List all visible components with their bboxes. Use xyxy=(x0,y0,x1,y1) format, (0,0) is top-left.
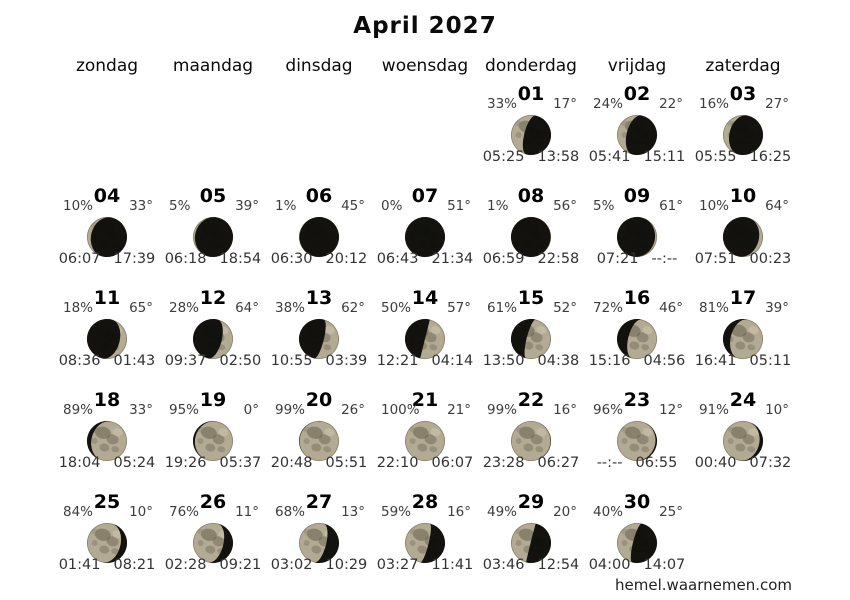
moon-times xyxy=(266,251,372,267)
moonset-time: 15:11 xyxy=(643,149,686,165)
moonrise-time: 06:18 xyxy=(164,251,207,267)
moon-altitude: 45° xyxy=(341,198,365,214)
moon-times xyxy=(160,455,266,471)
moonset-time: 12:54 xyxy=(537,557,580,573)
day-cell-13 xyxy=(266,287,372,393)
moonset-time: 22:58 xyxy=(537,251,580,267)
moonset-time: 04:14 xyxy=(431,353,474,369)
moonrise-time: 05:25 xyxy=(482,149,525,165)
moon-altitude: 12° xyxy=(659,402,683,418)
moon-altitude: 17° xyxy=(553,96,577,112)
day-number: 21 xyxy=(411,389,439,411)
moon-altitude: 39° xyxy=(765,300,789,316)
day-number: 30 xyxy=(623,491,651,513)
moon-altitude: 20° xyxy=(553,504,577,520)
illumination-percent: 68% xyxy=(275,504,306,520)
moonset-time: 05:11 xyxy=(749,353,792,369)
moon-times xyxy=(266,455,372,471)
moon-times xyxy=(372,251,478,267)
day-cell-10 xyxy=(690,185,796,291)
moon-times xyxy=(584,455,690,471)
moon-altitude: 57° xyxy=(447,300,471,316)
moon-times xyxy=(478,149,584,165)
day-number: 12 xyxy=(199,287,227,309)
illumination-percent: 89% xyxy=(63,402,94,418)
day-cell-04 xyxy=(54,185,160,291)
illumination-percent: 50% xyxy=(381,300,412,316)
moonset-time: 20:12 xyxy=(325,251,368,267)
moon-times xyxy=(584,353,690,369)
day-cell-24 xyxy=(690,389,796,495)
day-cell-29 xyxy=(478,491,584,597)
moon-altitude: 33° xyxy=(129,198,153,214)
calendar-grid xyxy=(54,83,796,597)
day-cell-20 xyxy=(266,389,372,495)
illumination-percent: 96% xyxy=(593,402,624,418)
moon-times xyxy=(266,557,372,573)
illumination-percent: 49% xyxy=(487,504,518,520)
moonrise-time: 03:46 xyxy=(482,557,525,573)
moon-times xyxy=(478,455,584,471)
moonrise-time: 06:07 xyxy=(58,251,101,267)
day-number: 27 xyxy=(305,491,333,513)
weekday-label-maandag: maandag xyxy=(172,56,254,76)
moon-times xyxy=(266,353,372,369)
illumination-percent: 61% xyxy=(487,300,518,316)
moonrise-time: 03:27 xyxy=(376,557,419,573)
day-number: 13 xyxy=(305,287,333,309)
moonrise-time: --:-- xyxy=(596,455,623,471)
moonset-time: 06:27 xyxy=(537,455,580,471)
day-cell-01 xyxy=(478,83,584,189)
day-number: 23 xyxy=(623,389,651,411)
moonrise-time: 07:51 xyxy=(694,251,737,267)
moonset-time: 16:25 xyxy=(749,149,792,165)
moon-times xyxy=(690,353,796,369)
day-number: 09 xyxy=(623,185,651,207)
moonrise-time: 03:02 xyxy=(270,557,313,573)
moonrise-time: 07:21 xyxy=(596,251,639,267)
moon-times xyxy=(372,557,478,573)
day-cell-23 xyxy=(584,389,690,495)
day-number: 18 xyxy=(93,389,121,411)
weekday-label-dinsdag: dinsdag xyxy=(285,56,353,76)
illumination-percent: 91% xyxy=(699,402,730,418)
illumination-percent: 99% xyxy=(275,402,306,418)
moonset-time: 08:21 xyxy=(113,557,156,573)
moonset-time: 04:56 xyxy=(643,353,686,369)
day-number: 10 xyxy=(729,185,757,207)
day-number: 07 xyxy=(411,185,439,207)
moonrise-time: 20:48 xyxy=(270,455,313,471)
illumination-percent: 72% xyxy=(593,300,624,316)
day-cell-15 xyxy=(478,287,584,393)
day-number: 24 xyxy=(729,389,757,411)
moonset-time: 18:54 xyxy=(219,251,262,267)
illumination-percent: 40% xyxy=(593,504,624,520)
moon-altitude: 27° xyxy=(765,96,789,112)
moon-altitude: 61° xyxy=(659,198,683,214)
day-cell-11 xyxy=(54,287,160,393)
moonrise-time: 15:16 xyxy=(588,353,631,369)
day-cell-08 xyxy=(478,185,584,291)
moonset-time: 00:23 xyxy=(749,251,792,267)
moon-altitude: 21° xyxy=(447,402,471,418)
day-cell-28 xyxy=(372,491,478,597)
moon-altitude: 10° xyxy=(129,504,153,520)
moonset-time: 03:39 xyxy=(325,353,368,369)
moon-times xyxy=(690,455,796,471)
illumination-percent: 10% xyxy=(699,198,730,214)
moonrise-time: 04:00 xyxy=(588,557,631,573)
moonrise-time: 05:41 xyxy=(588,149,631,165)
day-number: 06 xyxy=(305,185,333,207)
day-cell-21 xyxy=(372,389,478,495)
moon-altitude: 56° xyxy=(553,198,577,214)
illumination-percent: 81% xyxy=(699,300,730,316)
day-number: 01 xyxy=(517,83,545,105)
day-number: 29 xyxy=(517,491,545,513)
moon-altitude: 33° xyxy=(129,402,153,418)
day-number: 14 xyxy=(411,287,439,309)
moonset-time: 01:43 xyxy=(113,353,156,369)
weekday-label-donderdag: donderdag xyxy=(485,56,577,76)
moon-altitude: 25° xyxy=(659,504,683,520)
moonset-time: 04:38 xyxy=(537,353,580,369)
moon-altitude: 26° xyxy=(341,402,365,418)
illumination-percent: 5% xyxy=(593,198,615,214)
moon-times xyxy=(478,557,584,573)
weekday-label-zaterdag: zaterdag xyxy=(705,56,781,76)
moon-altitude: 65° xyxy=(129,300,153,316)
illumination-percent: 95% xyxy=(169,402,200,418)
moon-times xyxy=(372,455,478,471)
moonrise-time: 05:55 xyxy=(694,149,737,165)
moon-altitude: 0° xyxy=(243,402,259,418)
moonrise-time: 19:26 xyxy=(164,455,207,471)
weekday-label-woensdag: woensdag xyxy=(381,56,469,76)
illumination-percent: 18% xyxy=(63,300,94,316)
day-number: 17 xyxy=(729,287,757,309)
day-cell-09 xyxy=(584,185,690,291)
day-number: 08 xyxy=(517,185,545,207)
moonset-time: 06:55 xyxy=(635,455,678,471)
moonrise-time: 02:28 xyxy=(164,557,207,573)
day-cell-26 xyxy=(160,491,266,597)
moonset-time: 09:21 xyxy=(219,557,262,573)
moonrise-time: 22:10 xyxy=(376,455,419,471)
moon-times xyxy=(54,455,160,471)
day-cell-05 xyxy=(160,185,266,291)
illumination-percent: 24% xyxy=(593,96,624,112)
moonrise-time: 06:30 xyxy=(270,251,313,267)
moonset-time: 14:07 xyxy=(643,557,686,573)
moonrise-time: 06:59 xyxy=(482,251,525,267)
day-number: 04 xyxy=(93,185,121,207)
illumination-percent: 76% xyxy=(169,504,200,520)
moonset-time: 07:32 xyxy=(749,455,792,471)
weekday-label-vrijdag: vrijdag xyxy=(607,56,667,76)
moonset-time: 10:29 xyxy=(325,557,368,573)
day-number: 16 xyxy=(623,287,651,309)
moonrise-time: 13:50 xyxy=(482,353,525,369)
weekday-label-zondag: zondag xyxy=(75,56,139,76)
moon-altitude: 39° xyxy=(235,198,259,214)
illumination-percent: 10% xyxy=(63,198,94,214)
moon-altitude: 13° xyxy=(341,504,365,520)
illumination-percent: 1% xyxy=(275,198,297,214)
moonrise-time: 00:40 xyxy=(694,455,737,471)
day-cell-17 xyxy=(690,287,796,393)
day-number: 25 xyxy=(93,491,121,513)
illumination-percent: 5% xyxy=(169,198,191,214)
day-number: 19 xyxy=(199,389,227,411)
illumination-percent: 28% xyxy=(169,300,200,316)
illumination-percent: 100% xyxy=(381,402,420,418)
moonrise-time: 23:28 xyxy=(482,455,525,471)
day-cell-27 xyxy=(266,491,372,597)
moon-times xyxy=(372,353,478,369)
moon-altitude: 11° xyxy=(235,504,259,520)
moon-times xyxy=(160,557,266,573)
day-number: 02 xyxy=(623,83,651,105)
illumination-percent: 59% xyxy=(381,504,412,520)
illumination-percent: 0% xyxy=(381,198,403,214)
day-number: 15 xyxy=(517,287,545,309)
moon-times xyxy=(54,251,160,267)
day-number: 03 xyxy=(729,83,757,105)
moon-altitude: 16° xyxy=(447,504,471,520)
moon-times xyxy=(478,353,584,369)
moon-times xyxy=(54,557,160,573)
moonset-time: 05:37 xyxy=(219,455,262,471)
weekday-header-row xyxy=(54,56,796,76)
moonrise-time: 10:55 xyxy=(270,353,313,369)
moonset-time: 06:07 xyxy=(431,455,474,471)
moonset-time: 17:39 xyxy=(113,251,156,267)
moon-altitude: 64° xyxy=(235,300,259,316)
moon-times xyxy=(160,251,266,267)
day-number: 22 xyxy=(517,389,545,411)
moon-altitude: 64° xyxy=(765,198,789,214)
illumination-percent: 1% xyxy=(487,198,509,214)
day-number: 28 xyxy=(411,491,439,513)
day-cell-03 xyxy=(690,83,796,189)
day-cell-14 xyxy=(372,287,478,393)
moon-times xyxy=(584,557,690,573)
page-title: April 2027 xyxy=(353,13,497,39)
day-cell-02 xyxy=(584,83,690,189)
day-number: 20 xyxy=(305,389,333,411)
moon-altitude: 51° xyxy=(447,198,471,214)
illumination-percent: 84% xyxy=(63,504,94,520)
day-cell-22 xyxy=(478,389,584,495)
day-number: 11 xyxy=(93,287,121,309)
moon-times xyxy=(584,251,690,267)
moon-times xyxy=(54,353,160,369)
moon-times xyxy=(478,251,584,267)
moon-times xyxy=(690,251,796,267)
moonset-time: 13:58 xyxy=(537,149,580,165)
illumination-percent: 38% xyxy=(275,300,306,316)
day-number: 26 xyxy=(199,491,227,513)
day-cell-12 xyxy=(160,287,266,393)
moonrise-time: 09:37 xyxy=(164,353,207,369)
day-cell-07 xyxy=(372,185,478,291)
illumination-percent: 33% xyxy=(487,96,518,112)
day-cell-16 xyxy=(584,287,690,393)
moonset-time: 11:41 xyxy=(431,557,474,573)
moon-altitude: 52° xyxy=(553,300,577,316)
moon-altitude: 16° xyxy=(553,402,577,418)
moon-times xyxy=(690,149,796,165)
moonset-time: 21:34 xyxy=(431,251,474,267)
moonset-time: 02:50 xyxy=(219,353,262,369)
moonrise-time: 01:41 xyxy=(58,557,101,573)
moon-times xyxy=(160,353,266,369)
illumination-percent: 99% xyxy=(487,402,518,418)
moonrise-time: 18:04 xyxy=(58,455,101,471)
day-cell-06 xyxy=(266,185,372,291)
moonset-time: 05:51 xyxy=(325,455,368,471)
moon-times xyxy=(584,149,690,165)
moonrise-time: 16:41 xyxy=(694,353,737,369)
illumination-percent: 16% xyxy=(699,96,730,112)
moonrise-time: 12:21 xyxy=(376,353,419,369)
moonset-time: --:-- xyxy=(651,251,678,267)
moonset-time: 05:24 xyxy=(113,455,156,471)
day-number: 05 xyxy=(199,185,227,207)
moon-altitude: 62° xyxy=(341,300,365,316)
moon-altitude: 46° xyxy=(659,300,683,316)
site-footer-link[interactable]: hemel.waarnemen.com xyxy=(615,576,792,594)
day-cell-25 xyxy=(54,491,160,597)
moonrise-time: 06:43 xyxy=(376,251,419,267)
day-cell-19 xyxy=(160,389,266,495)
moon-altitude: 22° xyxy=(659,96,683,112)
day-cell-18 xyxy=(54,389,160,495)
moon-altitude: 10° xyxy=(765,402,789,418)
moonrise-time: 08:36 xyxy=(58,353,101,369)
